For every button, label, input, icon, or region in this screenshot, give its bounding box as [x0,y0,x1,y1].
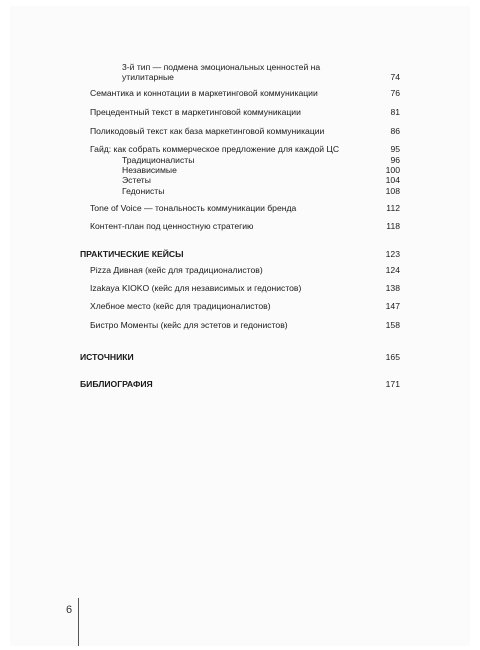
toc-entry-title: ПРАКТИЧЕСКИЕ КЕЙСЫ [80,248,184,259]
toc-section-heading [80,379,400,389]
toc-entry-page: 118 [386,221,400,232]
toc-entry-page: 171 [385,379,400,390]
table-of-contents [80,62,400,390]
toc-entry-page: 124 [385,264,400,275]
toc-entry-title: Pizza Дивная (кейс для традиционалистов) [90,264,263,275]
toc-entry [80,88,400,98]
toc-entry [80,265,400,275]
toc-entry [80,165,400,175]
toc-section-heading [80,249,400,259]
toc-entry-title: БИБЛИОГРАФИЯ [80,379,153,390]
toc-entry-title: 3-й тип — подмена эмоциональных ценностей на утилитарные [122,62,321,83]
toc-entry [80,155,400,165]
toc-entry-page: 165 [385,352,400,363]
toc-entry-title: Традиционалисты [122,154,195,165]
toc-entry-page: 158 [385,319,400,330]
toc-entry-page: 76 [390,87,400,98]
toc-entry-page: 95 [390,144,400,155]
toc-entry-page: 104 [385,175,400,186]
toc-entry-page: 112 [386,202,400,213]
toc-entry-title: Гайд: как собрать коммерческое предложение для каждой ЦС [90,144,340,155]
toc-entry [80,126,400,136]
toc-section-heading [80,352,400,362]
toc-entry-title: Независимые [122,165,177,176]
toc-entry-page: 138 [385,283,400,294]
toc-entry [80,186,400,196]
toc-entry-title: Контент-план под ценностную стратегию [90,221,254,232]
toc-entry-title: Прецедентный текст в маркетинговой коммуникации [90,106,301,117]
footer-divider [78,598,79,646]
toc-entry-page: 74 [390,72,400,83]
toc-entry-title: Tone of Voice — тональность коммуникации бренда [90,202,297,213]
toc-entry-page: 147 [385,301,400,312]
toc-entry-title: Поликодовый текст как база маркетинговой коммуникации [90,126,325,137]
toc-entry-page: 108 [385,185,400,196]
toc-entry-page: 86 [390,126,400,137]
toc-entry-title: Эстеты [122,175,151,186]
toc-entry-page: 96 [390,154,400,165]
toc-entry-title: Izakaya KIOKO (кейс для независимых и гедонистов) [90,283,302,294]
toc-entry-title: Бистро Моменты (кейс для эстетов и гедонистов) [90,319,288,330]
toc-entry-title: Семантика и коннотации в маркетинговой коммуникации [90,87,318,98]
toc-entry-title: Хлебное место (кейс для традиционалистов) [90,301,271,312]
toc-entry [80,283,400,293]
toc-entry [80,107,400,117]
toc-entry-page: 81 [390,106,400,117]
toc-entry-page: 123 [385,248,400,259]
toc-entry [80,175,400,185]
toc-entry-title: Гедонисты [122,185,165,196]
toc-entry [80,301,400,311]
toc-entry-page: 100 [385,165,400,176]
toc-entry [80,320,400,330]
toc-entry-title: ИСТОЧНИКИ [80,352,134,363]
page-number: 6 [66,604,73,616]
toc-entry [80,144,400,154]
toc-entry [80,221,400,231]
toc-entry [80,62,400,83]
toc-entry [80,203,400,213]
